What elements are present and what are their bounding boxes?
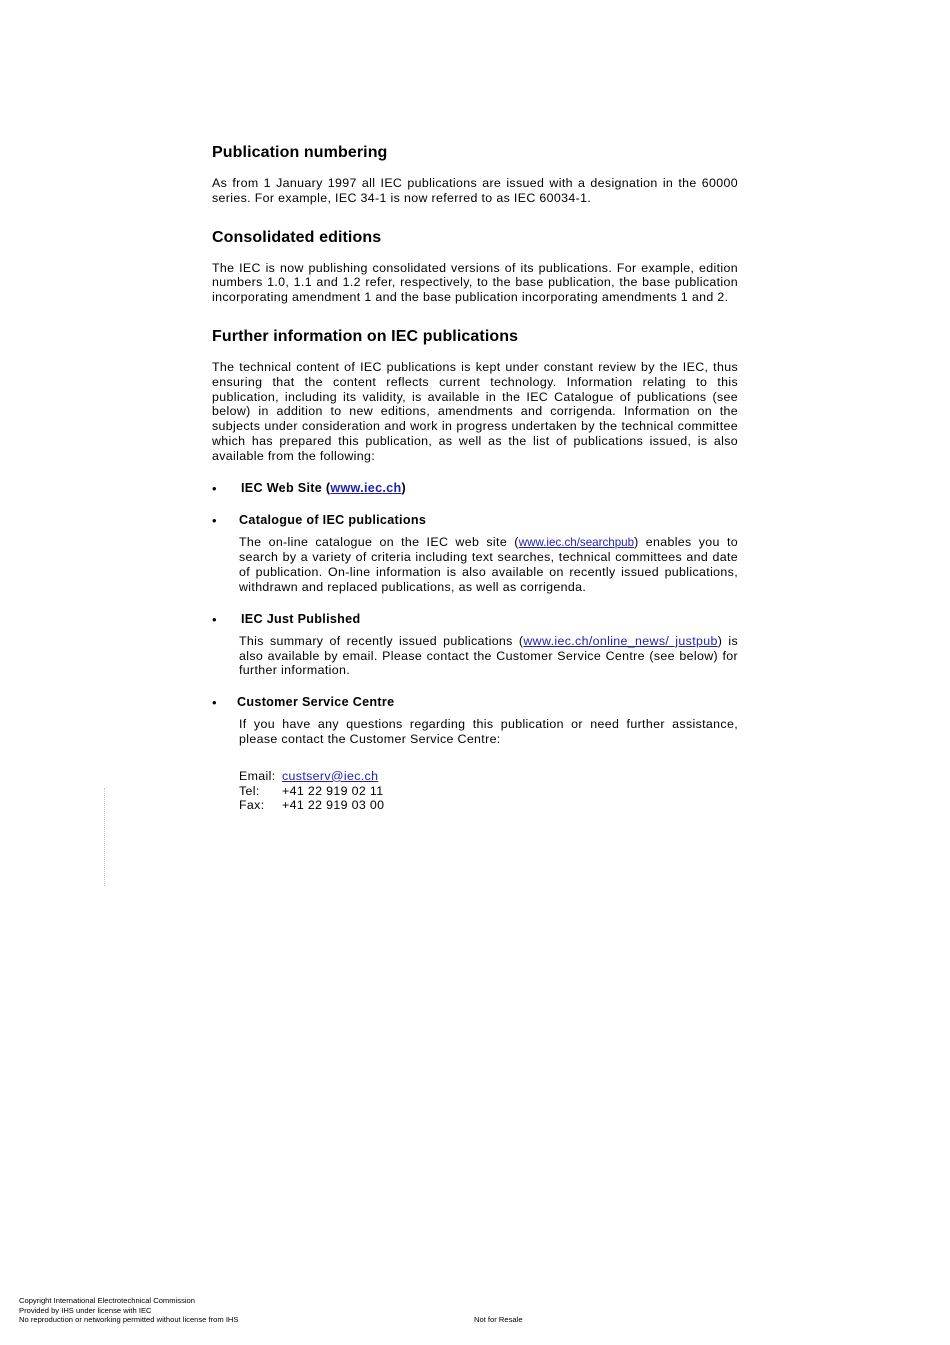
fax-label: Fax: <box>239 798 265 813</box>
heading-publication-numbering: Publication numbering <box>212 144 388 161</box>
paragraph-consolidated-editions: The IEC is now publishing consolidated versions of its publications. For example, edition numbers 1.0, 1.1 and 1.2 refer, respectively, to the base publication, the base publication incorporating amendment 1 and the base publication incorporating amendments 1 and 2. <box>212 260 738 305</box>
footer-line-2: Provided by IHS under license with IEC <box>19 1305 152 1315</box>
bullet-title-customer-service: Customer Service Centre <box>237 695 395 710</box>
contact-fax-row <box>239 798 738 813</box>
bullet-body-catalogue: The on-line catalogue on the IEC web site (www.iec.ch/searchpub) enables you to search by a variety of criteria including text searches, technical committees and date of publication. On-line information is also available on recently issued publications, withdrawn and replaced publications, as well as corrigenda. <box>239 534 738 594</box>
bullet-icon: • <box>212 480 217 496</box>
contact-tel-row <box>239 784 738 799</box>
link-searchpub[interactable]: www.iec.ch/searchpub <box>518 535 635 549</box>
document-content <box>212 143 738 813</box>
bullet-icon: • <box>212 512 217 528</box>
bullet-title-just-published: IEC Just Published <box>241 611 361 626</box>
email-label: Email: <box>239 768 276 783</box>
email-link[interactable]: custserv@iec.ch <box>282 768 379 783</box>
link-iec-web-site[interactable]: www.iec.ch <box>330 480 402 495</box>
list-item-web-site <box>212 481 738 496</box>
bullet-title-catalogue: Catalogue of IEC publications <box>239 512 427 527</box>
paragraph-publication-numbering: As from 1 January 1997 all IEC publications are issued with a designation in the 60000 series. For example, IEC 34-1 is now referred to as IEC 60034-1. <box>212 176 738 205</box>
footer-copyright <box>19 1296 238 1325</box>
tel-label: Tel: <box>239 783 260 798</box>
bullet-title-web-site: IEC Web Site (www.iec.ch) <box>241 480 406 495</box>
footer-not-for-resale: Not for Resale <box>474 1315 523 1324</box>
list-item-catalogue <box>212 513 738 595</box>
footer-line-3: No reproduction or networking permitted without license from IHS <box>19 1315 239 1325</box>
bullet-icon: • <box>212 611 217 627</box>
bullet-icon: • <box>212 695 217 711</box>
contact-details <box>239 769 738 813</box>
heading-consolidated-editions: Consolidated editions <box>212 228 382 246</box>
list-item-just-published <box>212 612 738 678</box>
heading-further-information: Further information on IEC publications <box>212 327 519 345</box>
paragraph-further-information: The technical content of IEC publications is kept under constant review by the IEC, thus ensuring that the content reflects current technology. Information relating to this publication, including its validity, is available in the IEC Catalogue of publications (see below) in addition to new editions, amendments and corrigenda. Information on the subjects under consideration and work in progress undertaken by the technical committee which has prepared this publication, as well as the list of publications issued, is also available from the following: <box>212 359 738 463</box>
tel-value: +41 22 919 02 11 <box>282 783 384 798</box>
list-item-customer-service <box>212 695 738 813</box>
link-just-published[interactable]: www.iec.ch/online_news/ justpub <box>523 633 718 648</box>
contact-email-row <box>239 769 738 784</box>
margin-marks <box>104 788 109 886</box>
footer-line-1: Copyright International Electrotechnical Commission <box>19 1296 196 1305</box>
bullet-body-customer-service: If you have any questions regarding this publication or need further assistance, please contact the Customer Service Centre: <box>239 717 738 746</box>
bullet-body-just-published: This summary of recently issued publications (www.iec.ch/online_news/ justpub) is also available by email. Please contact the Customer Service Centre (see below) for further information. <box>239 633 738 678</box>
fax-value: +41 22 919 03 00 <box>282 798 385 813</box>
